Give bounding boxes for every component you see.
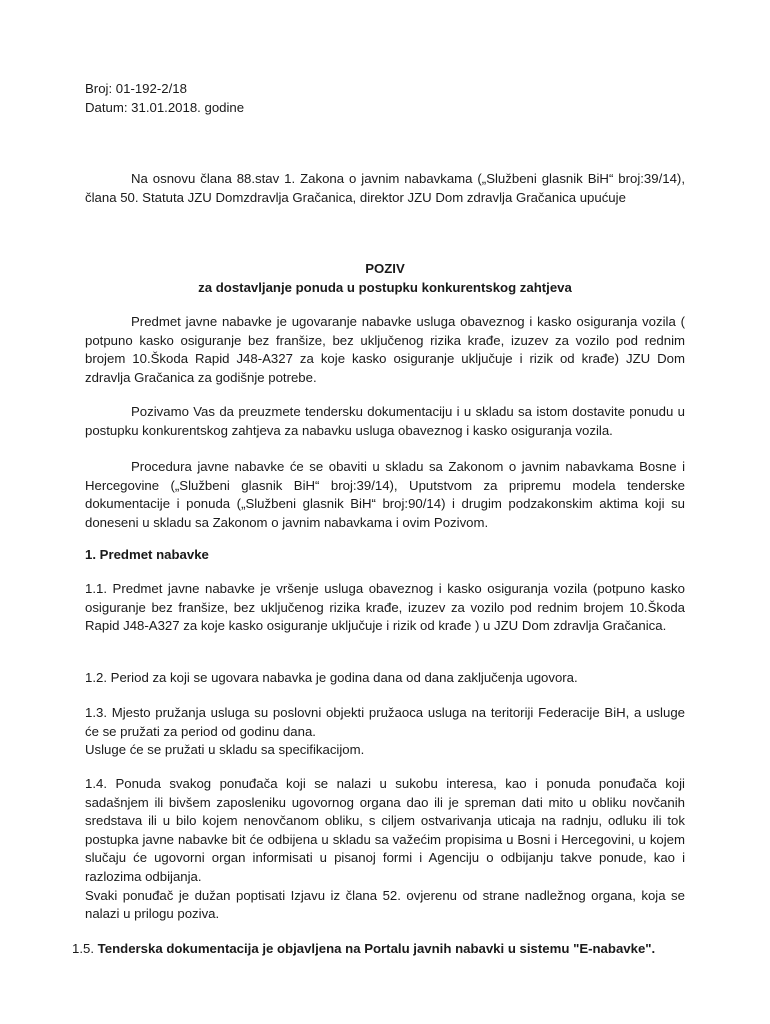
paragraph-subject: Predmet javne nabavke je ugovaranje nabavke usluga obaveznog i kasko osiguranja vozila ( potpuno kasko osiguranje bez franšize, bez uključenog rizika krađe, izuzev za vozilo pod rednim brojem 10.Škoda Rapid J48-A327 za koje kasko osiguranje uključuje i rizik od krađe) JZU Dom zdravlja Gračanica za godišnje potrebe. <box>85 314 685 385</box>
item-1-3-text: 1.3. Mjesto pružanja usluga su poslovni objekti pružaoca usluga na teritoriji Federacije BiH, a usluge će se pružati za period od godinu dana. <box>85 705 685 739</box>
section-heading: 1. Predmet nabavke <box>85 547 209 562</box>
document-date: Datum: 31.01.2018. godine <box>85 99 245 115</box>
item-1-4-statement: Svaki ponuđač je dužan poptisati Izjavu iz člana 52. ovjerenu od strane nadležnog organa, koja se nalazi u prilogu poziva. <box>85 887 685 922</box>
document-header <box>85 80 685 117</box>
paragraph-procedure: Procedura javne nabavke će se obaviti u skladu sa Zakonom o javnim nabavkama Bosne i Hercegovine („Službeni glasnik BiH“ broj:39/14), Uputstvom za pripremu modela tenderske dokumentacije i ponuda („Službeni glasnik BiH“ broj:90/14) i drugim podzakonskim aktima koji su doneseni u skladu sa Zakonom o javnim nabavkama i ovim Pozivom. <box>85 459 685 530</box>
reference-number: Broj: 01-192-2/18 <box>85 81 187 96</box>
intro-paragraph: Na osnovu člana 88.stav 1. Zakona o javnim nabavkama („Službeni glasnik BiH“ broj:39/14), člana 50. Statuta JZU Domzdravlja Gračanica, direktor JZU Dom zdravlja Gračanica upućuje <box>85 171 685 205</box>
title-main: POZIV <box>365 261 405 276</box>
item-1-3-note: Usluge će se pružati u skladu sa specifikacijom. <box>85 742 365 758</box>
paragraph-invitation: Pozivamo Vas da preuzmete tendersku dokumentaciju i u skladu sa istom dostavite ponudu u postupku konkurentskog zahtjeva za nabavku usluga obaveznog i kasko osiguranja vozila. <box>85 404 685 438</box>
title-subtitle: za dostavljanje ponuda u postupku konkurentskog zahtjeva <box>198 279 572 295</box>
document-title <box>85 260 685 297</box>
item-1-5 <box>72 940 692 959</box>
item-1-4 <box>85 775 685 924</box>
item-1-3 <box>85 704 685 760</box>
item-1-4-text: 1.4. Ponuda svakog ponuđača koji se nalazi u sukobu interesa, kao i ponuda ponuđača koji sadašnjem ili bivšem zaposleniku ugovornog organa dao ili je spreman dati mito u obliku novčanih sredstava ili u bilo kojem nenovčanom obliku, s ciljem ostvarivanja uticaja na radnju, odluku ili tok postupka javne nabavke bit će odbijena u skladu sa važećim propisima u Bosni i Hercegovini, u kojem slučaju će ugovorni organ informisati u pisanoj formi i Agenciju o odbijanju takve ponude, kao i razlozima odbijanja. <box>85 776 685 884</box>
item-1-2: 1.2. Period za koji se ugovara nabavka je godina dana od dana zaključenja ugovora. <box>85 670 578 685</box>
item-1-5-text: Tenderska dokumentacija je objavljena na Portalu javnih nabavki u sistemu "E-nabavke". <box>97 941 656 956</box>
item-1-5-number: 1.5. <box>72 941 94 956</box>
item-1-1: 1.1. Predmet javne nabavke je vršenje usluga obaveznog i kasko osiguranja vozila (potpuno kasko osiguranje bez franšize, bez uključenog rizika krađe, izuzev za vozilo pod rednim brojem 10.Škoda Rapid J48-A327 za koje kasko osiguranje uključuje i rizik od krađe ) u JZU Dom zdravlja Gračanica. <box>85 581 685 634</box>
